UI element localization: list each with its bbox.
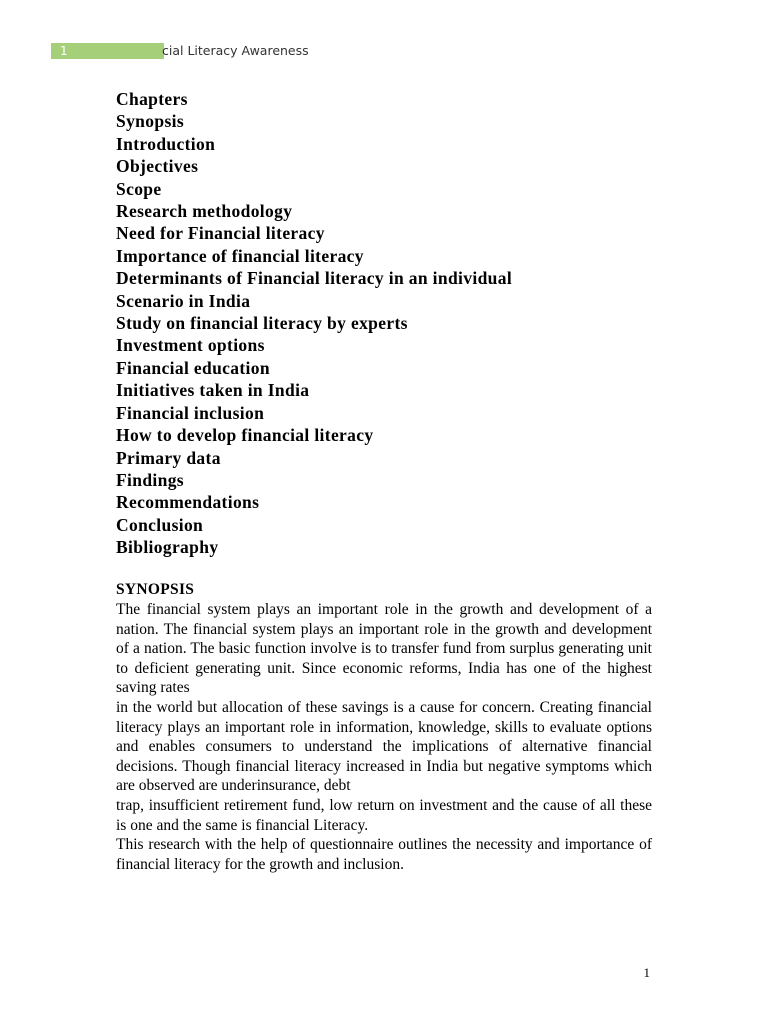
header-title: cial Literacy Awareness: [162, 43, 309, 58]
chapter-item: Investment options: [116, 335, 265, 356]
page-header: [51, 43, 381, 59]
chapter-item: Conclusion: [116, 514, 204, 535]
chapter-item: Need for Financial literacy: [116, 223, 325, 244]
chapter-item: Chapters: [116, 89, 188, 109]
chapter-item: Research methodology: [116, 201, 293, 222]
chapter-list: [116, 88, 676, 559]
chapter-item: Recommendations: [116, 492, 260, 513]
synopsis-paragraph: in the world but allocation of these savings is a cause for concern. Creating financial literacy plays an important role in information, knowledge, skills to evaluate options and enables consumers to understand the implications of alternative financial decisions. Though financial literacy increased in India but negative symptoms which are observed are underinsurance, debt: [116, 698, 652, 795]
chapter-item: Financial education: [116, 357, 270, 378]
header-page-number: 1: [60, 44, 68, 58]
chapter-item: Scope: [116, 178, 162, 199]
chapter-item: Initiatives taken in India: [116, 380, 310, 401]
chapter-item: Scenario in India: [116, 290, 251, 311]
chapter-item: Introduction: [116, 133, 216, 154]
chapter-item: Study on financial literacy by experts: [116, 313, 408, 334]
synopsis-paragraph: trap, insufficient retirement fund, low return on investment and the cause of all these is one and the same is financial Literacy.: [116, 796, 652, 834]
chapter-item: Financial inclusion: [116, 402, 265, 423]
chapter-item: Synopsis: [116, 111, 184, 132]
chapter-item: Bibliography: [116, 537, 219, 558]
chapter-item: Importance of financial literacy: [116, 245, 364, 266]
header-accent-bar: [51, 43, 164, 59]
chapter-item: Determinants of Financial literacy in an individual: [116, 268, 513, 289]
chapter-item: Primary data: [116, 447, 221, 468]
synopsis-body: [116, 600, 652, 874]
chapter-item: How to develop financial literacy: [116, 425, 374, 446]
footer-page-number: 1: [643, 965, 650, 980]
chapter-item: Findings: [116, 469, 184, 490]
synopsis-paragraph: The financial system plays an important role in the growth and development of a nation. The financial system plays an important role in the growth and development of a nation. The basic function involve is to transfer fund from surplus generating unit to deficient generating unit. Since economic reforms, India has one of the highest saving rates: [116, 601, 652, 697]
synopsis-heading: SYNOPSIS: [116, 581, 195, 598]
synopsis-paragraph: This research with the help of questionnaire outlines the necessity and importance of financial literacy for the growth and inclusion.: [116, 836, 652, 873]
chapter-item: Objectives: [116, 156, 199, 177]
synopsis-section: [116, 580, 652, 874]
